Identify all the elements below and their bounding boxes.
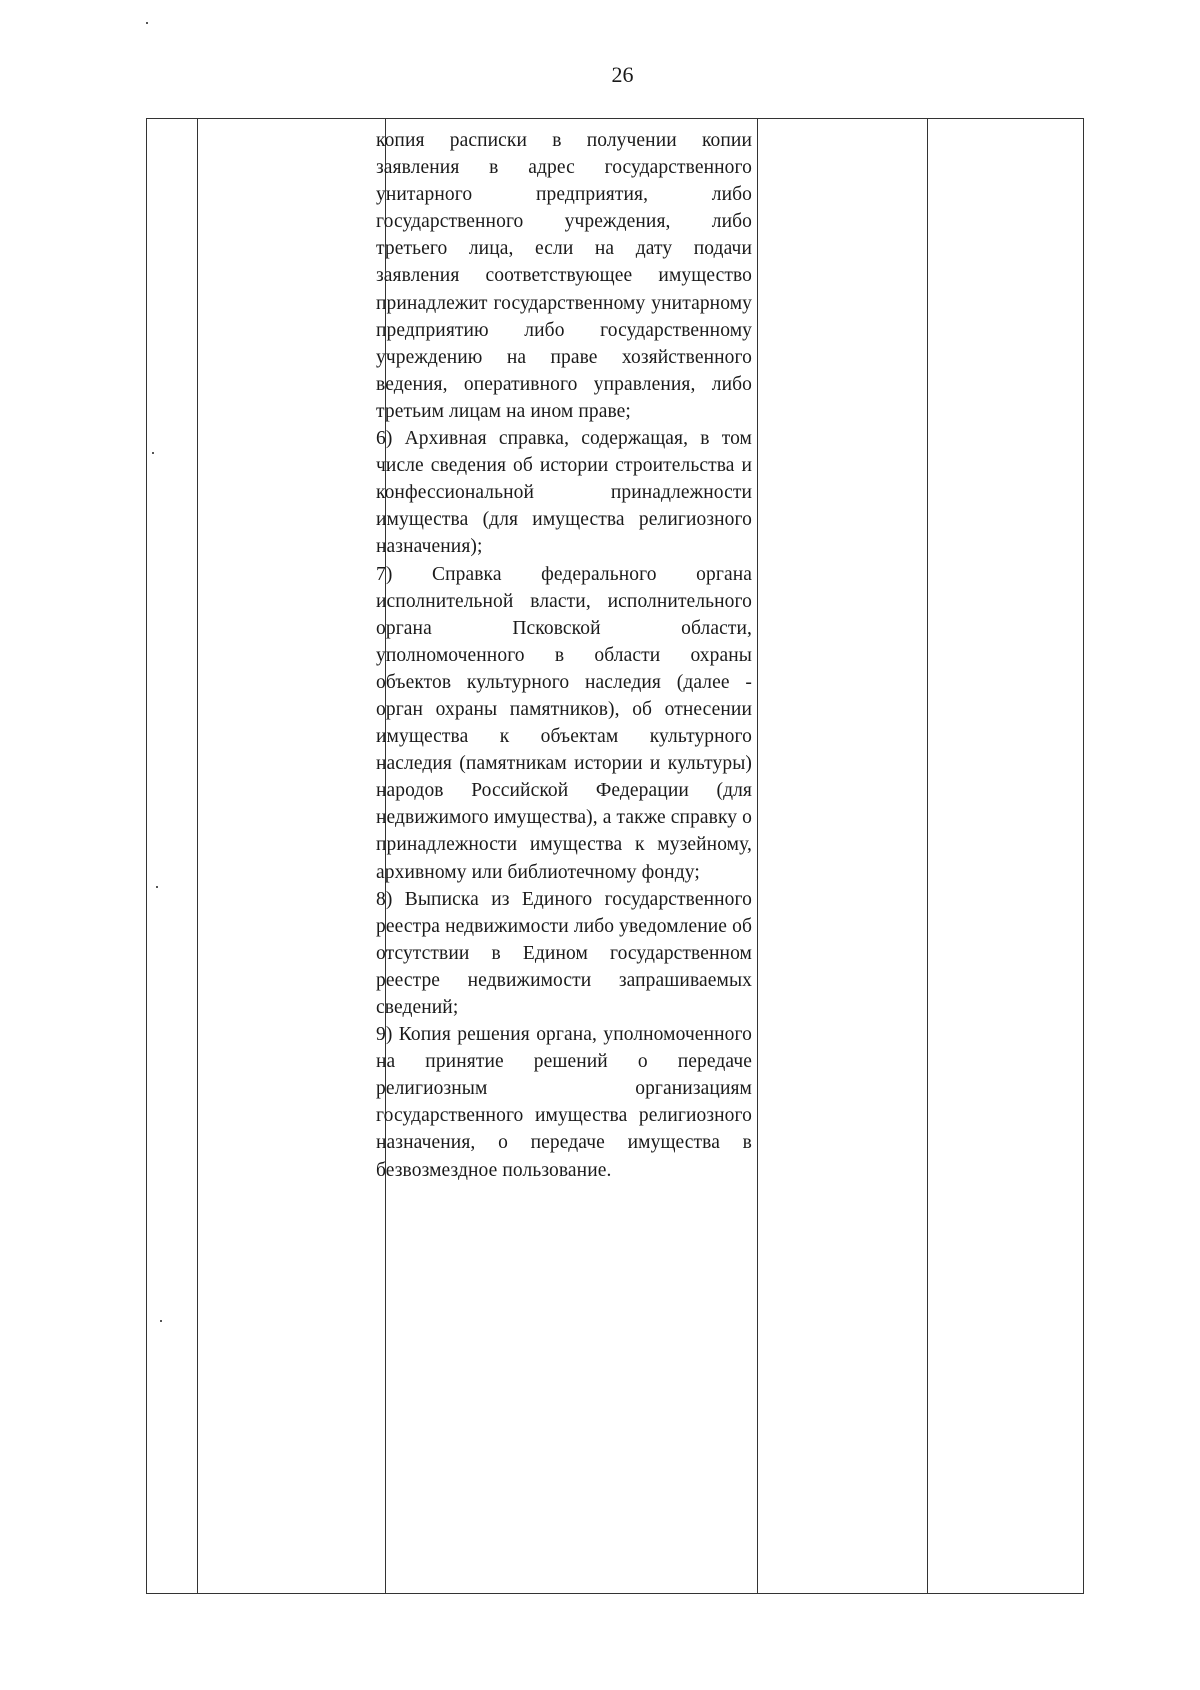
page-number: 26 — [611, 62, 634, 87]
list-item: копия расписки в получении копии заявления в адрес государственного унитарного предприятия, либо государственного учреждения, либо третьего лица, если на дату подачи заявления соответствующее имущество принадлежит государственному унитарному предприятию либо государственному учреждению на праве хозяйственного ведения, оперативного управления, либо третьим лицам на ином праве; — [376, 130, 752, 422]
column-divider — [927, 119, 928, 1593]
scan-speck — [156, 886, 158, 888]
scan-speck — [152, 452, 154, 454]
list-item: 8) Выписка из Единого государственного реестра недвижимости либо уведомление об отсутствии в Едином государственном реестре недвижимости запрашиваемых сведений; — [376, 888, 752, 1018]
column-divider — [197, 119, 198, 1593]
scan-speck — [160, 1320, 162, 1322]
list-item: 7) Справка федерального органа исполнительной власти, исполнительного органа Псковской области, уполномоченного в области охраны объектов культурного наследия (далее - орган охраны памятников), об отнесении имущества к объектам культурного наследия (памятникам истории и культуры) народов Российской Федерации (для недвижимого имущества), а также справку о принадлежности имущества к музейному, архивному или библиотечному фонду; — [376, 563, 752, 883]
scan-speck — [146, 22, 148, 24]
documents-list-cell — [376, 127, 752, 1184]
list-item: 9) Копия решения органа, уполномоченного на принятие решений о передаче религиозным организациям государственного имущества религиозного назначения, о передаче имущества в безвозмездное пользование. — [376, 1024, 752, 1181]
column-divider — [757, 119, 758, 1593]
list-item: 6) Архивная справка, содержащая, в том числе сведения об истории строительства и конфессиональной принадлежности имущества (для имущества религиозного назначения); — [376, 428, 752, 558]
